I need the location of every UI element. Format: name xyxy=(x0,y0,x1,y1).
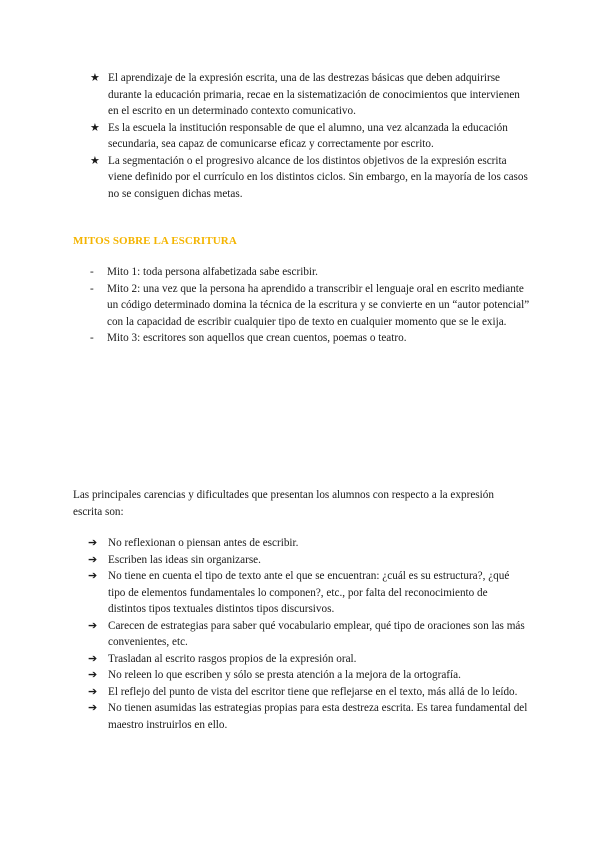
arrow-right-icon: ➔ xyxy=(88,685,98,698)
star-icon: ★ xyxy=(90,121,100,134)
arrow-right-icon: ➔ xyxy=(88,669,98,681)
list-item-text: No releen lo que escriben y sólo se presta atención a la mejora de la ortografía. xyxy=(108,669,461,681)
star-icon: ★ xyxy=(90,72,100,84)
myths-dash-list xyxy=(90,264,532,347)
star-bullet-list xyxy=(90,70,528,202)
list-item-text: El aprendizaje de la expresión escrita, una de las destrezas básicas que deben adquirirse durante la educación primaria, recae en la sistematización de conocimientos que intervienen en el escrito en un determinado contexto comunicativo. xyxy=(108,72,520,117)
arrow-right-icon: ➔ xyxy=(88,619,98,632)
list-item xyxy=(88,535,528,552)
list-item xyxy=(88,651,528,668)
list-item-text: Mito 1: toda persona alfabetizada sabe escribir. xyxy=(107,266,318,278)
list-item xyxy=(90,120,528,153)
dash-icon: - xyxy=(90,332,94,344)
list-item xyxy=(88,700,528,733)
list-item-text: Es la escuela la institución responsable de que el alumno, una vez alcanzada la educación secundaria, sea capaz de comunicarse eficaz y correctamente por escrito. xyxy=(108,121,508,150)
list-item-text: Carecen de estrategias para saber qué vocabulario emplear, qué tipo de oraciones son las más convenientes, etc. xyxy=(108,619,525,648)
list-item-text: No reflexionan o piensan antes de escribir. xyxy=(108,537,299,549)
star-icon: ★ xyxy=(90,154,100,167)
difficulties-arrow-list xyxy=(88,535,528,733)
list-item-text: Trasladan al escrito rasgos propios de la expresión oral. xyxy=(108,652,357,665)
list-item xyxy=(90,70,528,120)
list-item-text: No tiene en cuenta el tipo de texto ante el que se encuentran: ¿cuál es su estructura?, ¿qué tipo de elementos fundamentales lo componen?, etc., por falta del reconocimiento de distintos tipos textuales distintos tipos discursivos. xyxy=(108,570,510,615)
list-item xyxy=(90,264,532,281)
list-item xyxy=(90,281,532,331)
list-item-text: Escriben las ideas sin organizarse. xyxy=(108,553,261,566)
list-item xyxy=(88,684,528,701)
list-item xyxy=(88,552,528,569)
arrow-right-icon: ➔ xyxy=(88,652,98,665)
arrow-right-icon: ➔ xyxy=(88,702,98,714)
list-item-text: La segmentación o el progresivo alcance de los distintos objetivos de la expresión escrita viene definido por el currículo en los distintos ciclos. Sin embargo, en la mayoría de los casos no se consiguen dichas metas. xyxy=(108,154,528,200)
list-item xyxy=(90,330,532,347)
arrow-right-icon: ➔ xyxy=(88,570,98,582)
difficulties-intro-paragraph: Las principales carencias y dificultades que presentan los alumnos con respecto a la expresión escrita son: xyxy=(73,489,494,518)
list-item-text: Mito 3: escritores son aquellos que crean cuentos, poemas o teatro. xyxy=(107,332,407,344)
list-item xyxy=(88,568,528,618)
arrow-right-icon: ➔ xyxy=(88,553,98,566)
list-item-text: No tienen asumidas las estrategias propias para esta destreza escrita. Es tarea fundamental del maestro instruirlos en ello. xyxy=(108,702,528,731)
arrow-right-icon: ➔ xyxy=(88,537,98,549)
list-item-text: Mito 2: una vez que la persona ha aprendido a transcribir el lenguaje oral en escrito mediante un código determinado domina la técnica de la escritura y se convierte en un “autor potencial” con la capacidad de escribir cualquier tipo de texto en cualquier momento que se le exija. xyxy=(107,282,530,328)
dash-icon: - xyxy=(90,266,94,278)
list-item xyxy=(88,618,528,651)
dash-icon: - xyxy=(90,282,94,295)
list-item xyxy=(90,153,528,203)
section-heading-myths: MITOS SOBRE LA ESCRITURA xyxy=(73,235,237,247)
list-item xyxy=(88,667,528,684)
list-item-text: El reflejo del punto de vista del escritor tiene que reflejarse en el texto, más allá de lo leído. xyxy=(108,685,518,698)
